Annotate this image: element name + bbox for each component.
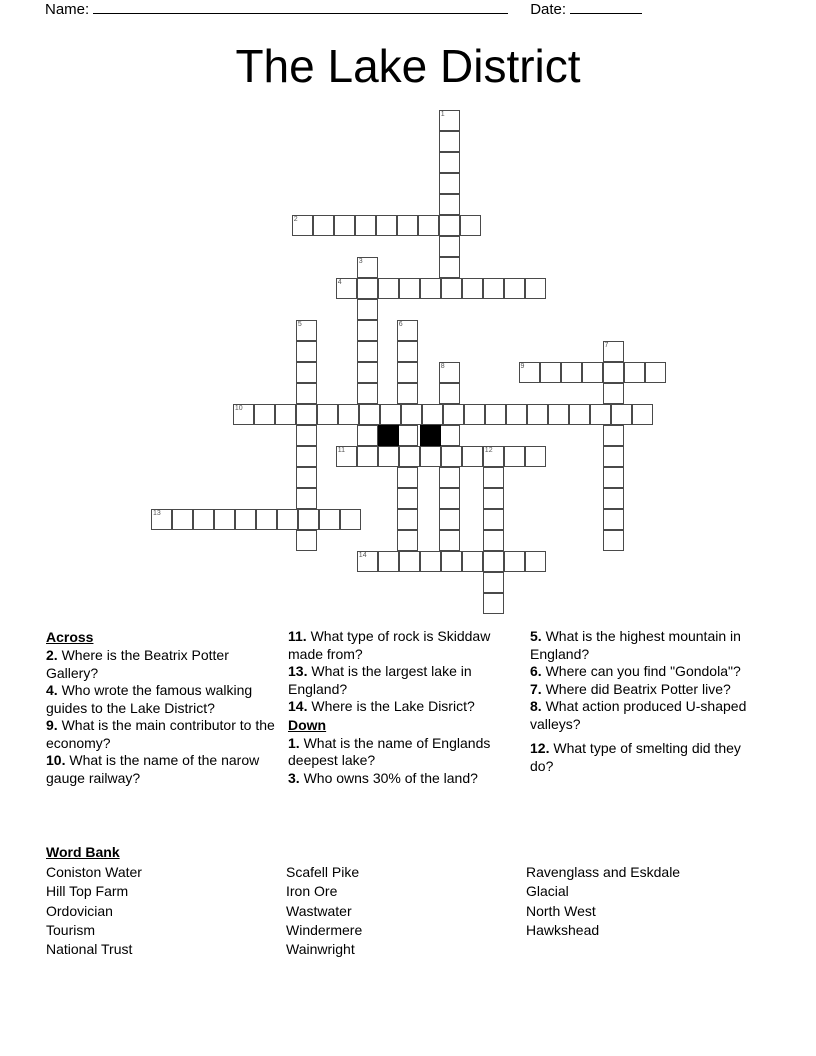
clue-column-1 [46,628,288,787]
crossword-cell[interactable] [603,509,624,530]
crossword-cell[interactable] [298,509,319,530]
crossword-cell[interactable] [439,257,460,278]
crossword-cell[interactable] [624,362,645,383]
crossword-cell[interactable] [334,215,355,236]
crossword-cell[interactable] [397,530,418,551]
crossword-cell[interactable] [397,341,418,362]
clue-across-10: 10. What is the name of the narow gauge railway? [46,752,260,786]
clue-number: 14. [288,698,308,714]
clue-number: 5. [530,628,542,644]
crossword-cell[interactable] [603,341,624,362]
crossword-cell[interactable] [611,404,632,425]
name-write-line[interactable] [93,0,508,14]
crossword-cell[interactable] [296,404,317,425]
crossword-cell[interactable] [439,110,460,131]
word-bank-item: Wastwater [286,902,352,919]
crossword-cell[interactable] [632,404,653,425]
crossword-clue-number: 5 [297,321,302,328]
crossword-cell[interactable] [483,593,504,614]
crossword-cell[interactable] [483,509,504,530]
crossword-cell[interactable] [603,446,624,467]
crossword-cell[interactable] [504,278,525,299]
crossword-cell[interactable] [439,131,460,152]
clue-spacer [530,733,764,740]
crossword-clue-number: 10 [234,405,243,412]
crossword-cell[interactable] [439,236,460,257]
word-bank-item: Tourism [46,921,96,938]
crossword-cell[interactable] [569,404,590,425]
crossword-cell[interactable] [317,404,338,425]
crossword-cell[interactable] [214,509,235,530]
crossword-cell[interactable] [439,362,460,383]
crossword-cell[interactable] [483,278,504,299]
crossword-clue-number: 6 [398,321,403,328]
word-bank-item: Windermere [286,921,363,938]
word-bank-item: Hill Top Farm [46,883,129,900]
down-heading: Down [288,716,327,733]
crossword-cell[interactable] [355,215,376,236]
clue-across-14: 14. Where is the Lake Disrict? [288,698,475,714]
crossword-clue-number: 7 [604,342,609,349]
crossword-cell[interactable] [397,320,418,341]
crossword-cell[interactable] [420,446,441,467]
clue-number: 12. [530,740,550,756]
clue-number: 9. [46,717,58,733]
crossword-cell[interactable] [525,551,546,572]
crossword-clue-number: 4 [337,279,342,286]
crossword-cell[interactable] [460,215,481,236]
crossword-cell[interactable] [441,446,462,467]
crossword-cell[interactable] [296,425,317,446]
clue-number: 8. [530,698,542,714]
word-bank-item: Scafell Pike [286,864,360,880]
crossword-cell[interactable] [277,509,298,530]
crossword-cell[interactable] [439,194,460,215]
crossword-cell[interactable] [397,362,418,383]
clues-section [46,628,772,787]
crossword-cell[interactable] [296,530,317,551]
crossword-cell[interactable] [603,488,624,509]
crossword-cell[interactable] [439,215,460,236]
crossword-cell[interactable] [418,215,439,236]
crossword-cell[interactable] [401,404,422,425]
crossword-cell[interactable] [397,383,418,404]
clue-down-7: 7. Where did Beatrix Potter live? [530,680,731,697]
clue-across-13: 13. What is the largest lake in England? [288,663,472,697]
page-title: The Lake District [235,40,581,92]
crossword-cell[interactable] [548,404,569,425]
crossword-cell[interactable] [336,446,357,467]
clue-number: 13. [288,663,308,679]
crossword-cell[interactable] [357,341,378,362]
word-bank-item: Coniston Water [46,864,142,880]
crossword-cell[interactable] [357,257,378,278]
crossword-cell[interactable] [420,551,441,572]
crossword-cell[interactable] [397,215,418,236]
clue-across-4: 4. Who wrote the famous walking guides to the Lake District? [46,682,253,716]
crossword-cell[interactable] [603,383,624,404]
crossword-cell[interactable] [420,278,441,299]
crossword-cell[interactable] [439,173,460,194]
crossword-cell[interactable] [439,152,460,173]
clue-number: 3. [288,769,300,786]
word-bank-item: Iron Ore [286,883,338,900]
crossword-cell[interactable] [357,278,378,299]
crossword-cell[interactable] [483,551,504,572]
crossword-cell[interactable] [483,530,504,551]
crossword-cell[interactable] [603,530,624,551]
clue-down-8: 8. What action produced U-shaped valleys? [530,698,747,732]
crossword-cell[interactable] [292,215,313,236]
crossword-cell[interactable] [439,488,460,509]
crossword-cell[interactable] [645,362,666,383]
crossword-cell[interactable] [357,551,378,572]
crossword-clue-number: 9 [520,363,525,370]
crossword-cell[interactable] [296,362,317,383]
word-bank-item: Ravenglass and Eskdale [526,864,681,880]
crossword-cell[interactable] [439,383,460,404]
clue-number: 7. [530,680,542,697]
crossword-cell[interactable] [296,341,317,362]
crossword-cell[interactable] [462,278,483,299]
word-bank-item: Hawkshead [526,921,600,938]
crossword-cell[interactable] [296,383,317,404]
crossword-cell[interactable] [464,404,485,425]
crossword-cell[interactable] [296,320,317,341]
date-write-line[interactable] [570,0,642,14]
crossword-cell[interactable] [254,404,275,425]
clue-down-12: 12. What type of smelting did they do? [530,740,741,774]
crossword-cell[interactable] [338,404,359,425]
crossword-cell[interactable] [506,404,527,425]
crossword-cell[interactable] [397,488,418,509]
clue-number: 6. [530,663,542,679]
crossword-cell[interactable] [233,404,254,425]
crossword-cell[interactable] [340,509,361,530]
crossword-cell[interactable] [439,467,460,488]
crossword-cell[interactable] [441,278,462,299]
crossword-cell[interactable] [439,425,460,446]
word-bank-column-3 [526,863,766,959]
name-label: Name: [45,1,90,18]
word-bank-item: Wainwright [286,941,355,958]
crossword-cell[interactable] [399,278,420,299]
crossword-cell[interactable] [193,509,214,530]
crossword-cell[interactable] [483,488,504,509]
crossword-cell[interactable] [483,467,504,488]
word-bank-item: North West [526,902,596,919]
crossword-cell[interactable] [525,446,546,467]
crossword-cell[interactable] [590,404,611,425]
crossword-cell[interactable] [357,362,378,383]
crossword-cell[interactable] [172,509,193,530]
date-label: Date: [530,1,567,18]
word-bank-column-2 [286,863,526,959]
clue-down-5: 5. What is the highest mountain in England? [530,628,741,662]
clue-across-9: 9. What is the main contributor to the economy? [46,717,275,751]
clue-down-6: 6. Where can you find "Gondola"? [530,663,741,679]
crossword-cell[interactable] [483,572,504,593]
crossword-cell[interactable] [296,488,317,509]
crossword-cell[interactable] [275,404,296,425]
crossword-cell[interactable] [519,362,540,383]
crossword-cell[interactable] [357,383,378,404]
crossword-grid[interactable] [151,110,681,590]
word-bank-section [46,843,772,959]
crossword-cell[interactable] [540,362,561,383]
word-bank-item: Ordovician [46,902,113,919]
clue-down-1: 1. What is the name of Englands deepest lake? [288,734,491,768]
crossword-cell[interactable] [313,215,334,236]
crossword-cell[interactable] [462,446,483,467]
crossword-cell[interactable] [485,404,506,425]
crossword-cell[interactable] [441,551,462,572]
crossword-cell[interactable] [376,215,397,236]
clue-number: 2. [46,647,58,663]
crossword-clue-number: 12 [484,447,493,454]
crossword-cell[interactable] [378,278,399,299]
crossword-cell[interactable] [336,278,357,299]
clue-across-11: 11. What type of rock is Skiddaw made from? [288,628,491,662]
crossword-cell[interactable] [359,404,380,425]
crossword-blocked-cell [378,425,399,446]
crossword-cell[interactable] [256,509,277,530]
crossword-clue-number: 3 [358,258,363,265]
clue-number: 1. [288,734,300,751]
crossword-cell[interactable] [296,446,317,467]
crossword-cell[interactable] [357,425,378,446]
crossword-cell[interactable] [603,425,624,446]
crossword-clue-number: 8 [440,363,445,370]
crossword-cell[interactable] [378,446,399,467]
crossword-cell[interactable] [397,467,418,488]
crossword-cell[interactable] [504,446,525,467]
crossword-clue-number: 2 [293,216,298,223]
crossword-cell[interactable] [422,404,443,425]
clue-column-2 [288,628,530,787]
word-bank-item: National Trust [46,941,133,958]
crossword-cell[interactable] [525,278,546,299]
crossword-cell[interactable] [296,467,317,488]
crossword-cell[interactable] [319,509,340,530]
crossword-clue-number: 11 [337,447,346,454]
crossword-cell[interactable] [439,530,460,551]
crossword-cell[interactable] [380,404,401,425]
crossword-cell[interactable] [378,551,399,572]
crossword-cell[interactable] [603,467,624,488]
crossword-cell[interactable] [462,551,483,572]
crossword-cell[interactable] [397,509,418,530]
clue-column-3 [530,628,772,775]
crossword-cell[interactable] [582,362,603,383]
crossword-cell[interactable] [443,404,464,425]
crossword-cell[interactable] [504,551,525,572]
clue-across-2: 2. Where is the Beatrix Potter Gallery? [46,647,229,681]
word-bank-item: Glacial [526,883,569,900]
crossword-cell[interactable] [603,362,624,383]
crossword-cell[interactable] [527,404,548,425]
crossword-clue-number: 1 [440,111,445,118]
clue-number: 10. [46,752,66,768]
clue-number: 11. [288,628,307,644]
word-bank-columns [46,863,772,959]
crossword-cell[interactable] [397,425,418,446]
across-heading: Across [46,629,94,645]
name-date-row [0,0,816,28]
clue-number: 4. [46,682,58,698]
crossword-cell[interactable] [483,446,504,467]
crossword-blocked-cell [420,425,441,446]
crossword-cell[interactable] [357,299,378,320]
crossword-cell[interactable] [561,362,582,383]
crossword-cell[interactable] [399,551,420,572]
crossword-cell[interactable] [357,320,378,341]
word-bank-column-1 [46,863,286,959]
crossword-cell[interactable] [357,446,378,467]
clue-down-3: 3. Who owns 30% of the land? [288,769,478,786]
crossword-clue-number: 14 [358,552,367,559]
crossword-cell[interactable] [399,446,420,467]
crossword-cell[interactable] [151,509,172,530]
word-bank-title: Word Bank [46,844,120,860]
crossword-cell[interactable] [439,509,460,530]
crossword-cell[interactable] [235,509,256,530]
crossword-clue-number: 13 [153,510,161,517]
